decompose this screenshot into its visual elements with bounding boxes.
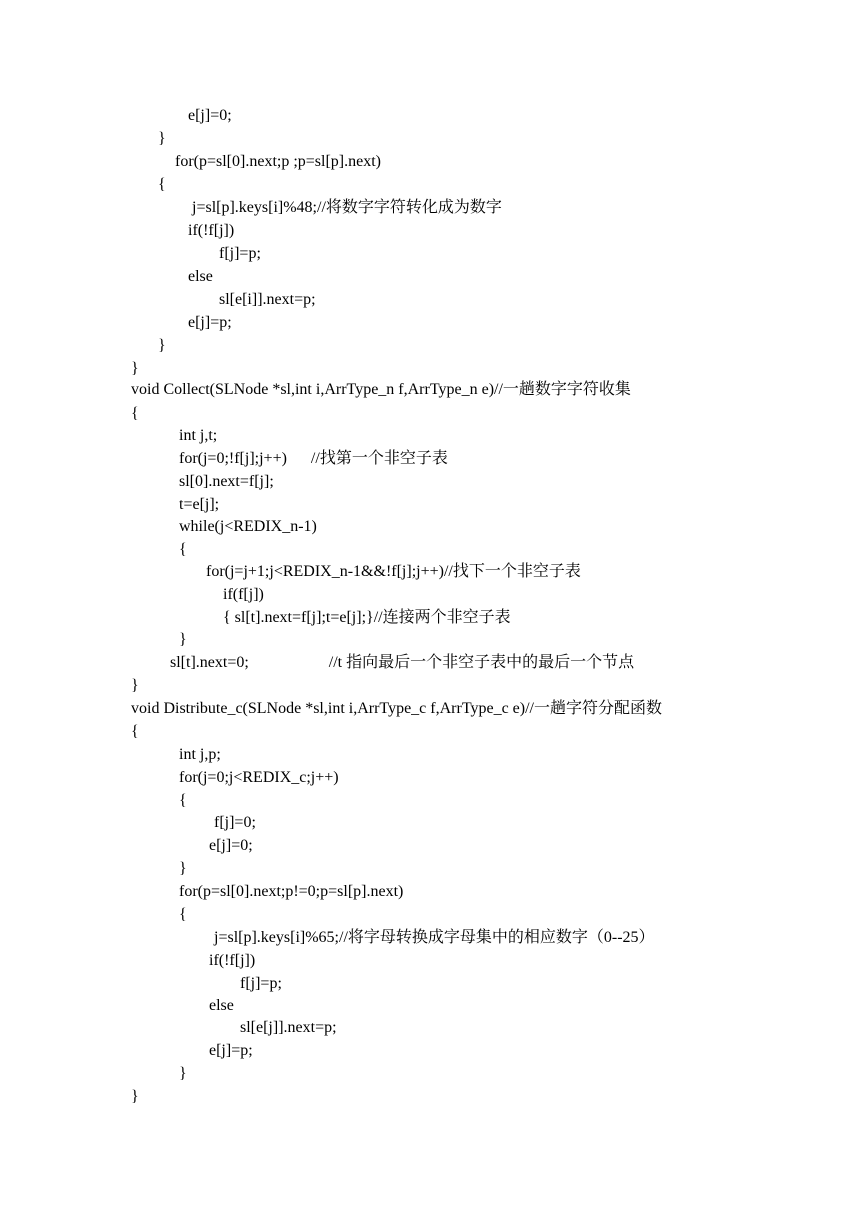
code-line: }	[158, 130, 166, 147]
code-line: for(j=j+1;j<REDIX_n-1&&!f[j];j++)//找下一个非空子表	[206, 563, 581, 580]
code-line: sl[e[i]].next=p;	[219, 291, 316, 308]
code-line: t=e[j];	[179, 496, 220, 513]
code-line: }	[131, 677, 139, 694]
code-line: {	[158, 176, 166, 193]
code-line: e[j]=p;	[209, 1042, 253, 1059]
code-line: sl[t].next=0; //t 指向最后一个非空子表中的最后一个节点	[170, 654, 635, 671]
code-line: else	[188, 268, 213, 285]
code-line: }	[131, 1088, 139, 1105]
code-line: }	[131, 360, 139, 377]
code-line: {	[179, 792, 187, 809]
code-line: {	[131, 405, 139, 422]
code-line: {	[179, 906, 187, 923]
code-line: sl[e[j]].next=p;	[240, 1019, 337, 1036]
code-line: {	[131, 723, 139, 740]
code-line: if(f[j])	[223, 586, 264, 603]
code-line: j=sl[p].keys[i]%65;//将字母转换成字母集中的相应数字（0--25）	[214, 929, 655, 946]
code-line: int j,p;	[179, 746, 221, 763]
code-line: while(j<REDIX_n-1)	[179, 518, 317, 535]
code-line: e[j]=0;	[188, 107, 232, 124]
code-line: { sl[t].next=f[j];t=e[j];}//连接两个非空子表	[223, 609, 511, 626]
code-line: if(!f[j])	[188, 222, 235, 239]
function-signature: void Collect(SLNode *sl,int i,ArrType_n f,ArrType_n e)//一趟数字字符收集	[131, 381, 631, 398]
code-line: }	[179, 860, 187, 877]
code-line: }	[179, 631, 187, 648]
code-line: for(j=0;j<REDIX_c;j++)	[179, 769, 339, 786]
code-line: e[j]=p;	[188, 314, 232, 331]
code-line: f[j]=p;	[240, 975, 282, 992]
code-line: f[j]=0;	[214, 814, 256, 831]
code-line: for(p=sl[0].next;p!=0;p=sl[p].next)	[179, 883, 404, 900]
code-line: j=sl[p].keys[i]%48;//将数字字符转化成为数字	[192, 199, 502, 216]
code-line: }	[158, 337, 166, 354]
code-line: int j,t;	[179, 427, 218, 444]
code-line: else	[209, 997, 234, 1014]
code-line: for(p=sl[0].next;p ;p=sl[p].next)	[175, 153, 381, 170]
code-line: sl[0].next=f[j];	[179, 473, 274, 490]
function-signature: void Distribute_c(SLNode *sl,int i,ArrType_c f,ArrType_c e)//一趟字符分配函数	[131, 700, 662, 717]
code-line: }	[179, 1065, 187, 1082]
code-line: for(j=0;!f[j];j++) //找第一个非空子表	[179, 450, 448, 467]
code-line: f[j]=p;	[219, 245, 261, 262]
code-line: e[j]=0;	[209, 837, 253, 854]
code-line: if(!f[j])	[209, 952, 256, 969]
code-line: {	[179, 541, 187, 558]
